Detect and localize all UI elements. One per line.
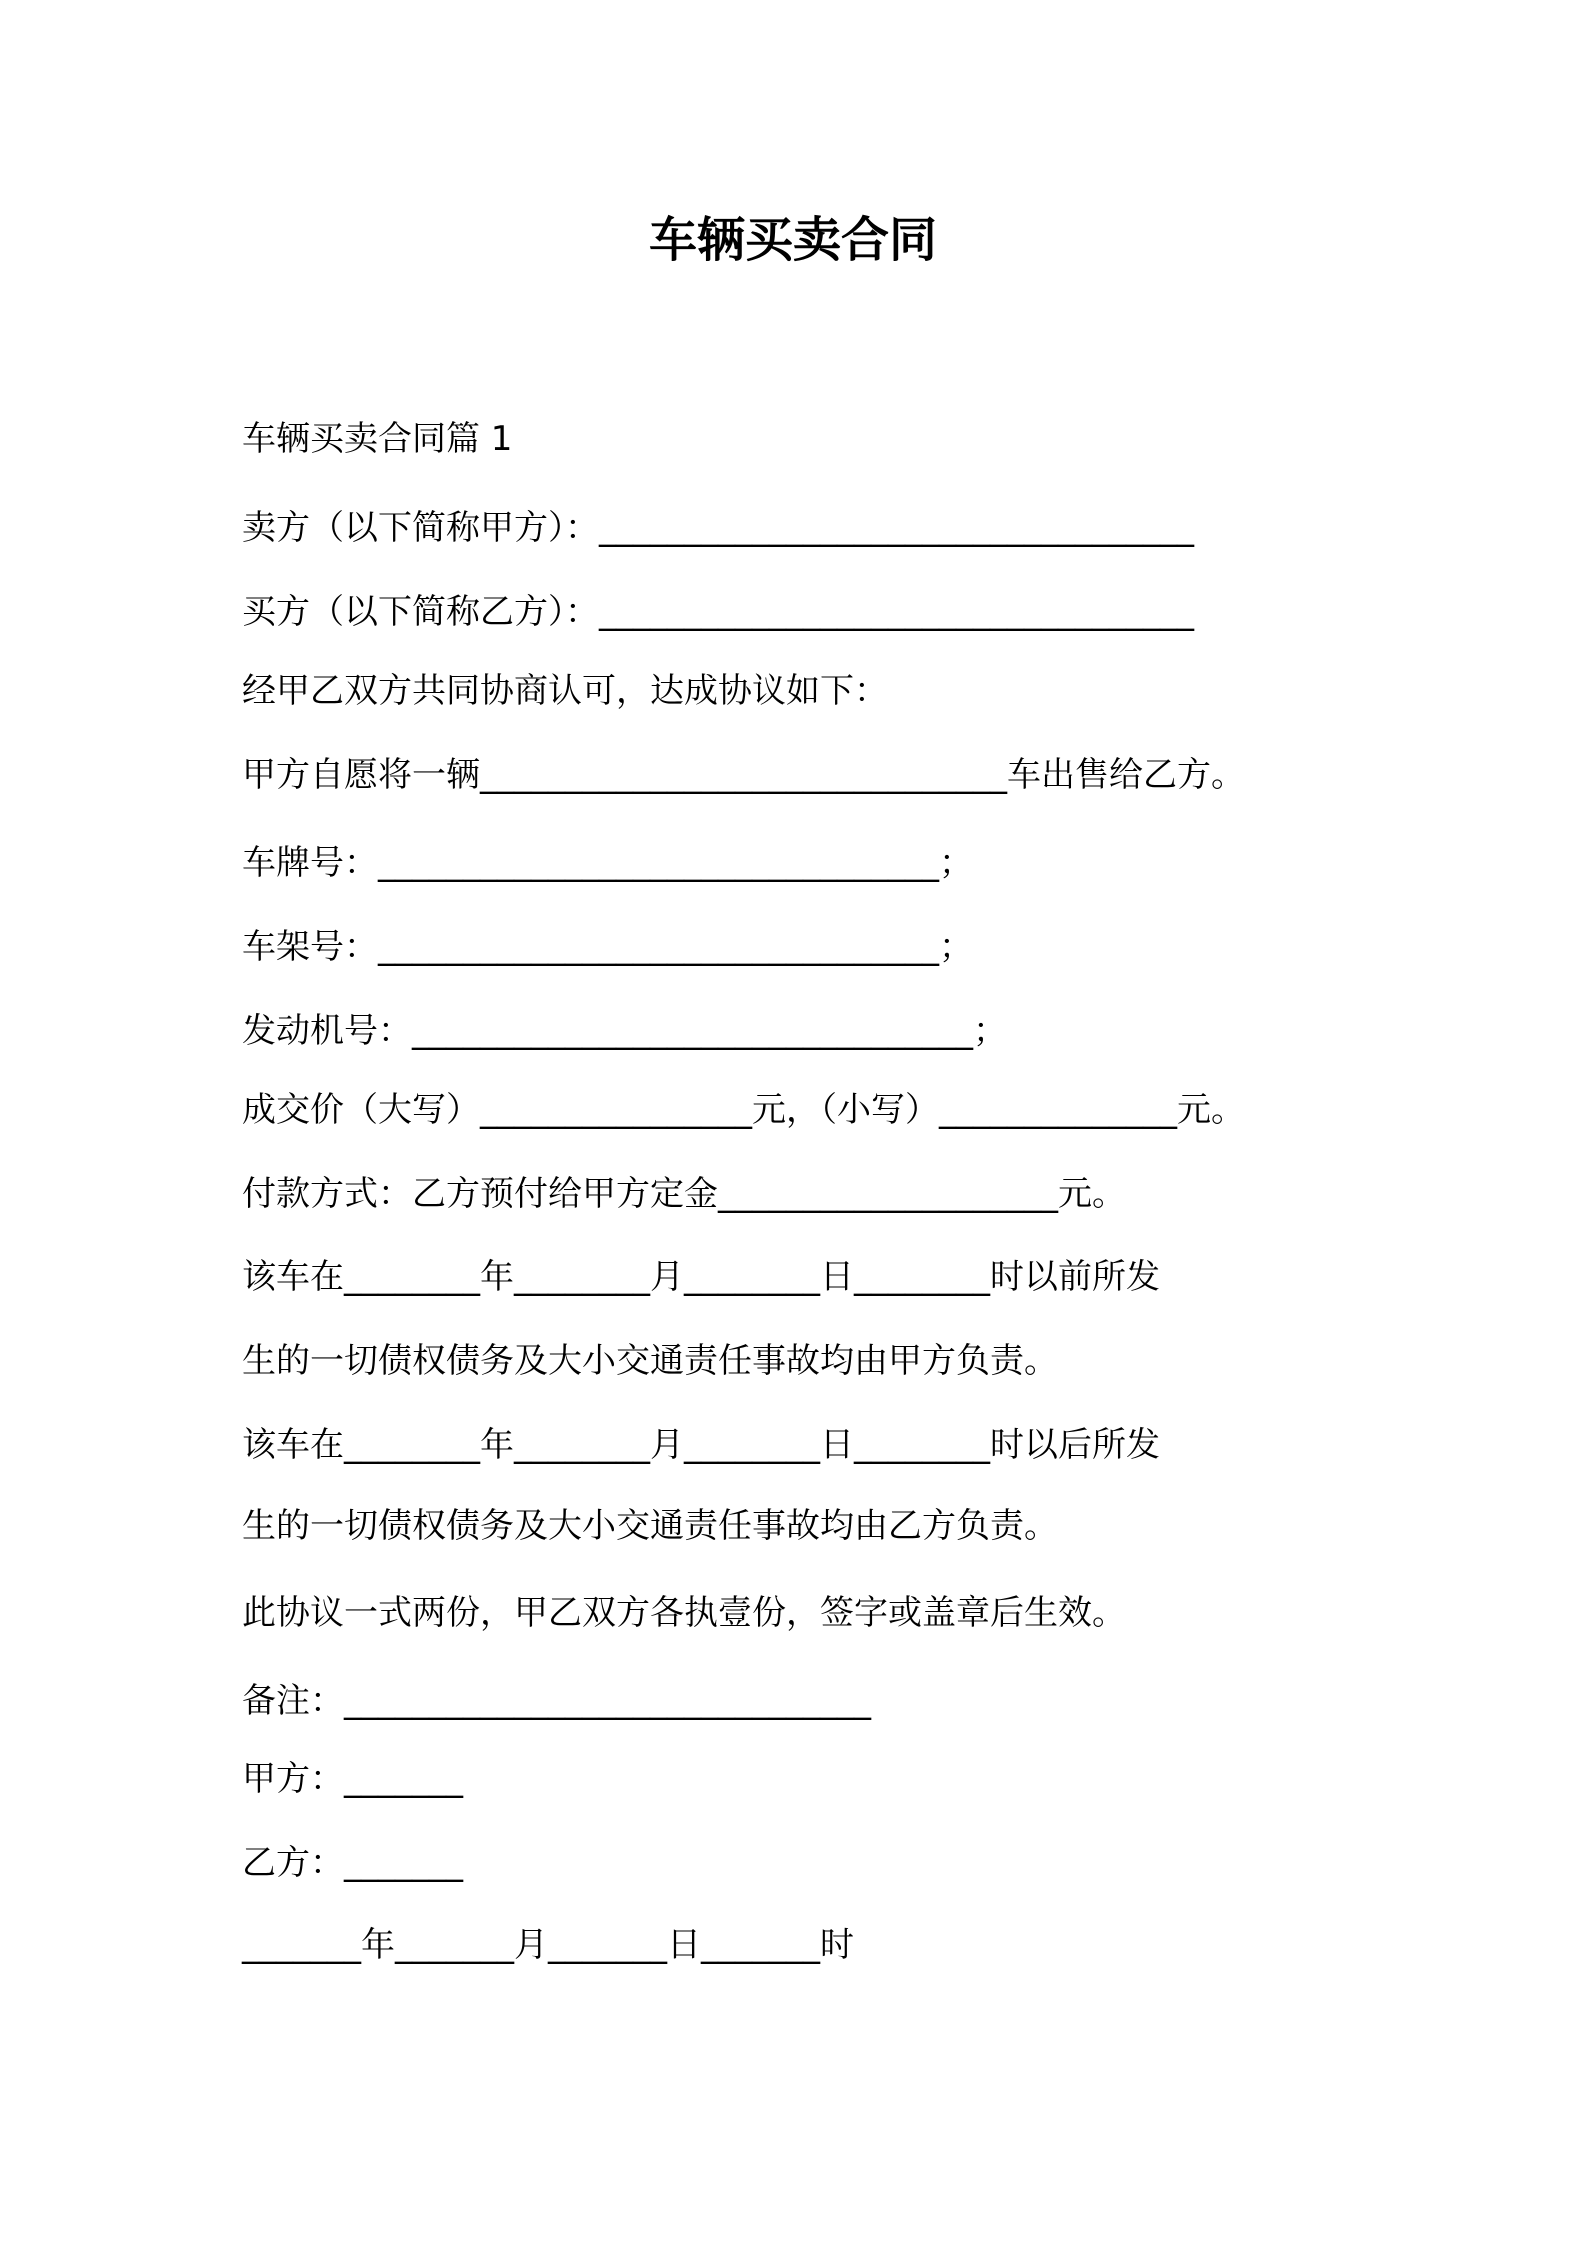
liability-before-line-2: 生的一切债权债务及大小交通责任事故均由甲方负责。 bbox=[242, 1341, 1058, 1381]
remarks-line: 备注：_______________________________ bbox=[242, 1681, 871, 1721]
buyer-line: 买方（以下简称乙方）：___________________________________ bbox=[242, 592, 1194, 632]
liability-after-line-2: 生的一切债权债务及大小交通责任事故均由乙方负责。 bbox=[242, 1506, 1058, 1546]
liability-before-line-1: 该车在________年________月________日________时以前所发 bbox=[242, 1257, 1160, 1297]
copies-line: 此协议一式两份，甲乙双方各执壹份，签字或盖章后生效。 bbox=[242, 1593, 1126, 1633]
price-line: 成交价（大写）________________元，（小写）______________元。 bbox=[242, 1090, 1245, 1130]
section-heading: 车辆买卖合同篇 1 bbox=[242, 419, 513, 459]
seller-line: 卖方（以下简称甲方）：___________________________________ bbox=[242, 508, 1194, 548]
signing-date-line: _______年_______月_______日_______时 bbox=[242, 1925, 854, 1965]
party-a-signature: 甲方：_______ bbox=[242, 1759, 463, 1799]
vehicle-line: 甲方自愿将一辆_______________________________车出售给乙方。 bbox=[242, 755, 1245, 795]
payment-line: 付款方式：乙方预付给甲方定金____________________元。 bbox=[242, 1174, 1126, 1214]
engine-number-line: 发动机号：_________________________________； bbox=[242, 1011, 1007, 1051]
frame-number-line: 车架号：_________________________________； bbox=[242, 927, 973, 967]
document-title: 车辆买卖合同 bbox=[648, 212, 937, 268]
agreement-intro: 经甲乙双方共同协商认可，达成协议如下： bbox=[242, 671, 888, 711]
liability-after-line-1: 该车在________年________月________日________时以后所发 bbox=[242, 1425, 1160, 1465]
party-b-signature: 乙方：_______ bbox=[242, 1843, 463, 1883]
plate-number-line: 车牌号：_________________________________； bbox=[242, 843, 973, 883]
